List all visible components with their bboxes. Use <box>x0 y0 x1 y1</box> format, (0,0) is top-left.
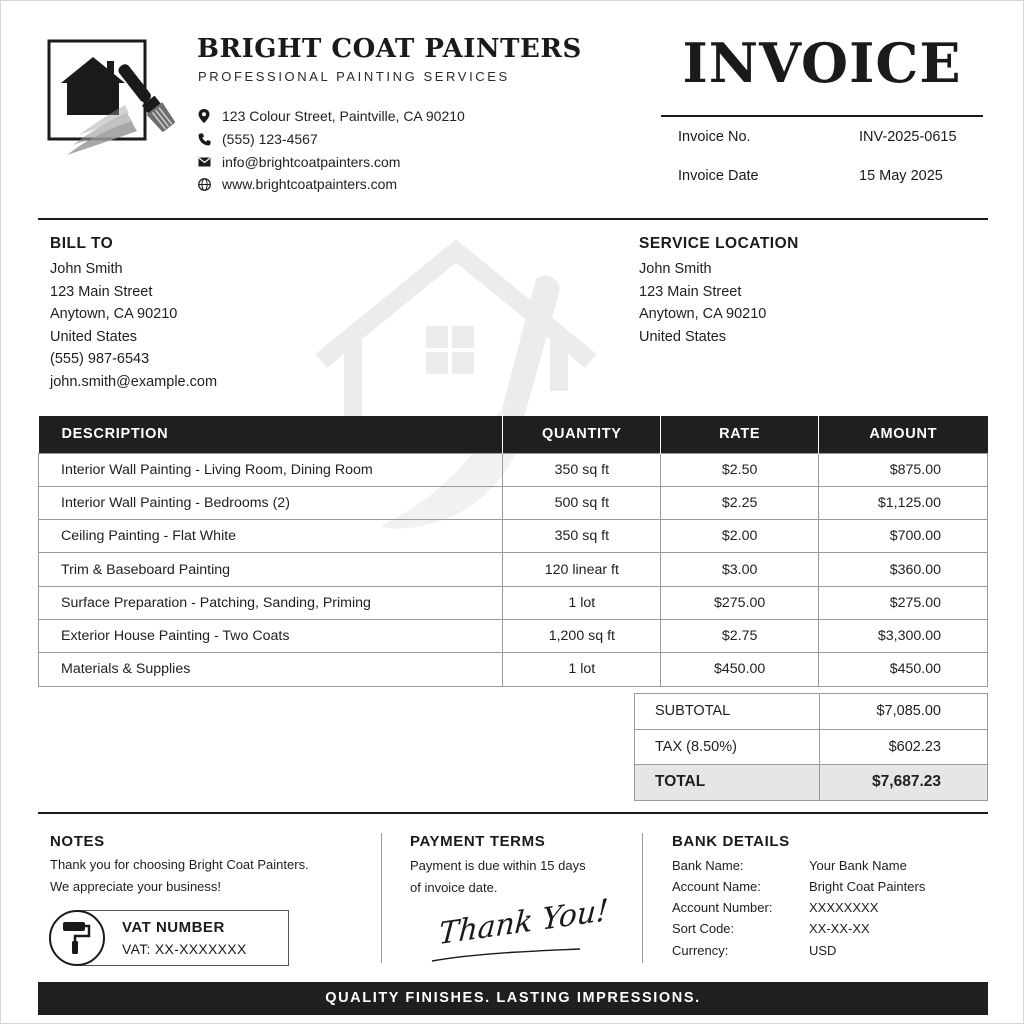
bank-value: USD <box>809 943 837 958</box>
bank-label: Currency: <box>672 943 729 958</box>
item-quantity: 500 sq ft <box>503 486 661 519</box>
footer-column-separator <box>642 833 643 963</box>
footer-banner: QUALITY FINISHES. LASTING IMPRESSIONS. <box>38 982 988 1015</box>
tax-row <box>635 729 988 765</box>
item-quantity: 120 linear ft <box>503 553 661 586</box>
table-row <box>39 653 988 686</box>
tax-value: $602.23 <box>820 729 988 765</box>
invoice-date-label: Invoice Date <box>678 168 759 184</box>
globe-icon <box>197 177 211 191</box>
service-location-line: United States <box>639 328 727 345</box>
item-description: Ceiling Painting - Flat White <box>39 520 503 553</box>
bank-value: XX-XX-XX <box>809 921 870 936</box>
item-description: Exterior House Painting - Two Coats <box>39 619 503 652</box>
item-amount: $360.00 <box>819 553 988 586</box>
table-header-row <box>39 416 988 453</box>
item-amount: $1,125.00 <box>819 486 988 519</box>
header-rate: RATE <box>661 416 819 453</box>
total-label: TOTAL <box>635 765 820 801</box>
bank-label: Bank Name: <box>672 858 744 873</box>
payment-terms-line: Payment is due within 15 days <box>410 858 586 873</box>
subtotal-value: $7,085.00 <box>820 694 988 730</box>
bill-to-email[interactable]: john.smith@example.com <box>50 373 218 390</box>
invoice-date: 15 May 2025 <box>859 168 943 184</box>
vat-frame <box>79 910 289 966</box>
total-value: $7,687.23 <box>820 765 988 801</box>
company-name: BRIGHT COAT PAINTERS <box>197 34 582 64</box>
notes-text <box>50 854 309 897</box>
company-phone: (555) 123-4567 <box>222 131 318 148</box>
table-row <box>39 520 988 553</box>
item-rate: $2.75 <box>661 619 819 652</box>
item-rate: $450.00 <box>661 653 819 686</box>
envelope-icon <box>197 155 211 169</box>
item-amount: $450.00 <box>819 653 988 686</box>
item-rate: $275.00 <box>661 586 819 619</box>
header-divider <box>38 218 988 220</box>
bill-to-block <box>50 235 217 393</box>
item-quantity: 1 lot <box>503 653 661 686</box>
table-row <box>39 486 988 519</box>
service-location-block <box>639 235 799 348</box>
notes-line: We appreciate your business! <box>50 878 222 894</box>
service-location-line: 123 Main Street <box>639 283 742 300</box>
payment-terms-title: PAYMENT TERMS <box>410 833 546 850</box>
payment-terms-line: of invoice date. <box>410 879 498 895</box>
item-description: Interior Wall Painting - Living Room, Dining Room <box>39 453 503 486</box>
line-items-table <box>38 416 988 687</box>
service-location-title: SERVICE LOCATION <box>639 235 799 252</box>
item-description: Trim & Baseboard Painting <box>39 553 503 586</box>
phone-icon <box>197 132 211 146</box>
header-quantity: QUANTITY <box>503 416 661 453</box>
item-quantity: 350 sq ft <box>503 520 661 553</box>
signature-text: Thank You! <box>437 892 610 953</box>
title-divider <box>661 115 983 117</box>
total-row <box>635 765 988 801</box>
house-paintbrush-logo-icon <box>47 39 175 163</box>
contact-website <box>197 173 465 196</box>
totals-table <box>634 693 988 801</box>
table-row <box>39 619 988 652</box>
vat-title: VAT NUMBER <box>122 919 225 936</box>
bank-value: XXXXXXXX <box>809 900 879 915</box>
footer-column-separator <box>381 833 382 963</box>
item-rate: $3.00 <box>661 553 819 586</box>
service-location-line: John Smith <box>639 261 712 277</box>
table-row <box>39 586 988 619</box>
bank-details-title: BANK DETAILS <box>672 833 790 850</box>
table-row <box>39 553 988 586</box>
payment-terms-text <box>410 855 586 898</box>
item-rate: $2.25 <box>661 486 819 519</box>
paint-roller-icon <box>49 910 105 966</box>
item-amount: $3,300.00 <box>819 619 988 652</box>
footer-divider <box>38 812 988 814</box>
bank-label: Sort Code: <box>672 921 735 936</box>
subtotal-row <box>635 694 988 730</box>
contact-address <box>197 105 465 128</box>
bank-label: Account Number: <box>672 900 773 915</box>
thank-you-signature <box>426 892 610 969</box>
vat-value: VAT: XX-XXXXXXX <box>122 941 247 957</box>
contact-list <box>197 105 465 196</box>
company-address: 123 Colour Street, Paintville, CA 90210 <box>222 108 465 125</box>
item-description: Interior Wall Painting - Bedrooms (2) <box>39 486 503 519</box>
company-email[interactable]: info@brightcoatpainters.com <box>222 153 401 170</box>
contact-email <box>197 150 465 173</box>
item-rate: $2.00 <box>661 520 819 553</box>
signature-underline <box>426 943 586 967</box>
location-pin-icon <box>197 109 211 123</box>
item-description: Surface Preparation - Patching, Sanding, Priming <box>39 586 503 619</box>
item-amount: $275.00 <box>819 586 988 619</box>
invoice-number-label: Invoice No. <box>678 129 751 145</box>
bill-to-phone: (555) 987-6543 <box>50 351 150 367</box>
notes-line: Thank you for choosing Bright Coat Painters. <box>50 857 309 872</box>
item-quantity: 1 lot <box>503 586 661 619</box>
item-amount: $875.00 <box>819 453 988 486</box>
bank-label: Account Name: <box>672 879 761 894</box>
company-website[interactable]: www.brightcoatpainters.com <box>222 176 398 193</box>
bill-to-line: United States <box>50 328 138 345</box>
header-amount: AMOUNT <box>819 416 988 453</box>
item-amount: $700.00 <box>819 520 988 553</box>
item-quantity: 350 sq ft <box>503 453 661 486</box>
service-location-line: Anytown, CA 90210 <box>639 306 767 322</box>
bill-to-line: Anytown, CA 90210 <box>50 306 178 322</box>
table-row <box>39 453 988 486</box>
tax-label: TAX (8.50%) <box>635 729 820 765</box>
notes-title: NOTES <box>50 833 105 850</box>
item-rate: $2.50 <box>661 453 819 486</box>
bill-to-title: BILL TO <box>50 235 114 252</box>
invoice-title: INVOICE <box>682 31 962 95</box>
company-tagline: PROFESSIONAL PAINTING SERVICES <box>198 69 510 84</box>
bank-value: Bright Coat Painters <box>809 879 926 894</box>
bank-value: Your Bank Name <box>809 858 907 873</box>
bill-to-line: 123 Main Street <box>50 283 153 300</box>
subtotal-label: SUBTOTAL <box>635 694 820 730</box>
invoice-number: INV-2025-0615 <box>859 129 957 145</box>
bill-to-line: John Smith <box>50 261 123 277</box>
vat-box <box>49 910 289 966</box>
item-quantity: 1,200 sq ft <box>503 619 661 652</box>
contact-phone <box>197 128 465 151</box>
header-description: DESCRIPTION <box>39 416 503 453</box>
item-description: Materials & Supplies <box>39 653 503 686</box>
